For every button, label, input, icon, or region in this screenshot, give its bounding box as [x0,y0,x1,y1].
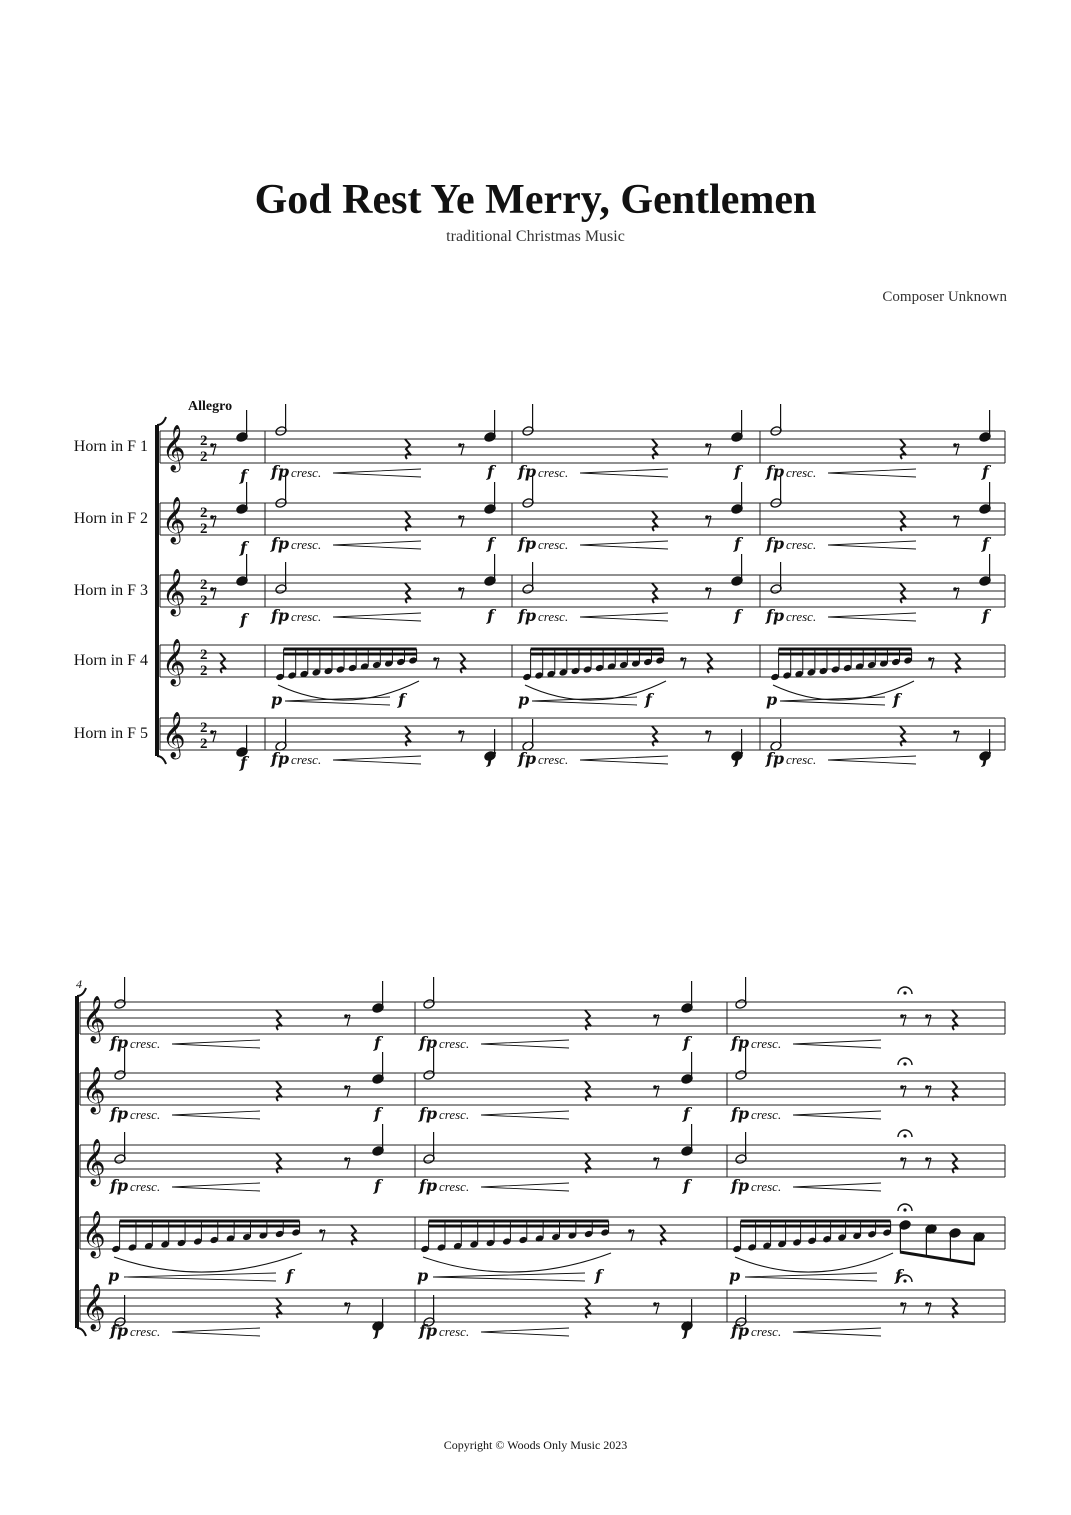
slur [735,1253,893,1272]
dynamic-marking: fp [419,1321,438,1340]
crescendo-hairpin [532,697,637,705]
sixteenth-run [420,1221,610,1253]
dynamic-marking: f [683,1033,690,1052]
dynamic-marking: f [683,1176,690,1195]
dynamic-marking: f [487,606,494,625]
dynamic-marking: p [271,690,283,709]
instrument-label: Horn in F 2 [73,510,148,527]
crescendo-text: cresc. [130,1179,161,1194]
instrument-label: Horn in F 1 [73,438,148,455]
crescendo-hairpin [745,1273,877,1281]
time-signature-top: 2 [200,647,208,663]
dynamic-marking: f [487,749,494,768]
crescendo-text: cresc. [786,609,817,624]
crescendo-hairpin [828,541,916,549]
staff [160,718,1005,750]
crescendo-hairpin [793,1040,881,1048]
dynamic-marking: fp [518,749,537,768]
sixteenth-run [275,649,418,681]
score-title: God Rest Ye Merry, Gentlemen [254,177,817,223]
treble-clef-icon: 𝄞 [82,1211,106,1257]
treble-clef-icon: 𝄞 [162,497,186,543]
crescendo-text: cresc. [786,752,817,767]
crescendo-text: cresc. [751,1324,782,1339]
dynamic-marking: fp [766,534,785,553]
quarter-rest [900,439,906,459]
crescendo-text: cresc. [538,609,569,624]
time-signature-bottom: 2 [200,521,208,537]
dynamic-marking: f [982,606,989,625]
crescendo-hairpin [828,469,916,477]
treble-clef-icon: 𝄞 [82,1139,106,1185]
time-signature-bottom: 2 [200,736,208,752]
crescendo-text: cresc. [130,1036,161,1051]
dynamic-marking: f [893,690,900,709]
dynamic-marking: f [487,462,494,481]
dynamic-marking: f [240,753,247,772]
dynamic-marking: f [374,1321,381,1340]
treble-clef-icon: 𝄞 [82,1067,106,1113]
score-subtitle: traditional Christmas Music [446,228,625,245]
crescendo-text: cresc. [538,465,569,480]
crescendo-hairpin [433,1273,585,1281]
quarter-rest [405,511,411,531]
dynamic-marking: p [729,1266,741,1285]
dynamic-marking: f [734,534,741,553]
slur [114,1253,302,1272]
treble-clef-icon: 𝄞 [162,569,186,615]
quarter-rest [952,1298,958,1318]
dynamic-marking: f [734,462,741,481]
dynamic-marking: fp [731,1104,750,1123]
quarter-rest [900,583,906,603]
crescendo-hairpin [793,1183,881,1191]
crescendo-text: cresc. [439,1107,470,1122]
staff [80,1073,1005,1105]
treble-clef-icon: 𝄞 [82,1284,106,1330]
dynamic-marking: f [240,610,247,629]
staff [80,1290,1005,1322]
sixteenth-run [732,1221,892,1253]
time-signature-bottom: 2 [200,593,208,609]
dynamic-marking: fp [731,1033,750,1052]
quarter-rest [660,1225,666,1245]
quarter-rest [652,726,658,746]
quarter-rest [405,726,411,746]
quarter-rest [276,1298,282,1318]
crescendo-text: cresc. [291,609,322,624]
dynamic-marking: p [417,1266,429,1285]
time-signature-bottom: 2 [200,449,208,465]
dynamic-marking: f [982,534,989,553]
dynamic-marking: f [595,1266,602,1285]
crescendo-hairpin [333,756,421,764]
dynamic-marking: f [398,690,405,709]
crescendo-text: cresc. [130,1324,161,1339]
fermata-dot [903,1134,906,1137]
fermata-dot [903,1062,906,1065]
crescendo-hairpin [481,1111,569,1119]
dynamic-marking: f [982,749,989,768]
crescendo-text: cresc. [439,1179,470,1194]
dynamic-marking: fp [518,462,537,481]
quarter-rest [900,511,906,531]
crescendo-hairpin [172,1183,260,1191]
dynamic-marking: fp [419,1104,438,1123]
crescendo-text: cresc. [751,1179,782,1194]
quarter-rest [351,1225,357,1245]
dynamic-marking: fp [419,1033,438,1052]
quarter-rest [276,1153,282,1173]
beam [900,1252,975,1264]
dynamic-marking: f [683,1321,690,1340]
fermata-dot [903,1208,906,1211]
dynamic-marking: f [374,1033,381,1052]
treble-clef-icon: 𝄞 [162,425,186,471]
dynamic-marking: f [734,749,741,768]
dynamic-marking: fp [731,1321,750,1340]
sixteenth-run [111,1221,301,1253]
crescendo-text: cresc. [751,1036,782,1051]
quarter-rest [220,653,226,673]
quarter-rest [276,1081,282,1101]
slur [423,1253,611,1272]
dynamic-marking: fp [110,1104,129,1123]
dynamic-marking: p [766,690,778,709]
crescendo-hairpin [828,613,916,621]
crescendo-hairpin [580,613,668,621]
crescendo-text: cresc. [291,465,322,480]
dynamic-marking: f [734,606,741,625]
crescendo-text: cresc. [291,537,322,552]
quarter-rest [955,653,961,673]
crescendo-hairpin [580,756,668,764]
quarter-rest [952,1010,958,1030]
crescendo-text: cresc. [751,1107,782,1122]
dynamic-marking: f [240,538,247,557]
crescendo-hairpin [481,1328,569,1336]
crescendo-hairpin [481,1183,569,1191]
crescendo-text: cresc. [291,752,322,767]
time-signature-top: 2 [200,433,208,449]
dynamic-marking: fp [766,606,785,625]
crescendo-hairpin [780,697,885,705]
dynamic-marking: f [374,1176,381,1195]
instrument-label: Horn in F 4 [73,652,148,669]
quarter-rest [652,439,658,459]
crescendo-text: cresc. [538,752,569,767]
crescendo-text: cresc. [439,1036,470,1051]
treble-clef-icon: 𝄞 [162,639,186,685]
crescendo-hairpin [172,1040,260,1048]
crescendo-hairpin [828,756,916,764]
crescendo-hairpin [333,541,421,549]
dynamic-marking: fp [271,462,290,481]
dynamic-marking: f [240,466,247,485]
dynamic-marking: fp [110,1321,129,1340]
sixteenth-run [770,649,913,681]
dynamic-marking: fp [518,606,537,625]
dynamic-marking: fp [271,606,290,625]
copyright-notice: Copyright © Woods Only Music 2023 [443,1438,628,1452]
crescendo-hairpin [481,1040,569,1048]
dynamic-marking: f [645,690,652,709]
dynamic-marking: fp [271,749,290,768]
time-signature-top: 2 [200,720,208,736]
time-signature-top: 2 [200,505,208,521]
dynamic-marking: p [518,690,530,709]
quarter-rest [652,583,658,603]
instrument-label: Horn in F 5 [73,725,148,742]
quarter-rest [585,1153,591,1173]
quarter-rest [900,726,906,746]
quarter-rest [952,1153,958,1173]
dynamic-marking: fp [766,462,785,481]
crescendo-hairpin [333,469,421,477]
crescendo-hairpin [580,541,668,549]
composer-credit: Composer Unknown [882,289,1007,305]
quarter-rest [460,653,466,673]
quarter-rest [585,1010,591,1030]
fermata-dot [903,1279,906,1282]
dynamic-marking: f [982,462,989,481]
tempo-marking: Allegro [188,399,233,414]
dynamic-marking: f [286,1266,293,1285]
staff [160,575,1005,607]
system-bracket [157,417,166,425]
crescendo-hairpin [793,1328,881,1336]
dynamic-marking: f [374,1104,381,1123]
staff [160,503,1005,535]
quarter-rest [405,583,411,603]
quarter-rest [652,511,658,531]
crescendo-hairpin [124,1273,276,1281]
dynamic-marking: fp [731,1176,750,1195]
time-signature-top: 2 [200,577,208,593]
dynamic-marking: fp [110,1176,129,1195]
quarter-rest [276,1010,282,1030]
crescendo-text: cresc. [538,537,569,552]
dynamic-marking: fp [110,1033,129,1052]
crescendo-hairpin [793,1111,881,1119]
dynamic-marking: f [683,1104,690,1123]
dynamic-marking: fp [518,534,537,553]
crescendo-hairpin [333,613,421,621]
crescendo-text: cresc. [130,1107,161,1122]
instrument-label: Horn in F 3 [73,582,148,599]
quarter-rest [585,1081,591,1101]
measure-number: 4 [76,977,82,991]
dynamic-marking: fp [766,749,785,768]
time-signature-bottom: 2 [200,663,208,679]
staff [160,431,1005,463]
staff [80,1145,1005,1177]
crescendo-hairpin [172,1328,260,1336]
quarter-rest [585,1298,591,1318]
crescendo-hairpin [285,697,390,705]
dynamic-marking: fp [271,534,290,553]
dynamic-marking: p [108,1266,120,1285]
dynamic-marking: f [487,534,494,553]
dynamic-marking: f [895,1266,902,1285]
quarter-rest [707,653,713,673]
crescendo-text: cresc. [786,465,817,480]
crescendo-text: cresc. [439,1324,470,1339]
crescendo-text: cresc. [786,537,817,552]
sixteenth-run [522,649,665,681]
treble-clef-icon: 𝄞 [82,996,106,1042]
crescendo-hairpin [580,469,668,477]
treble-clef-icon: 𝄞 [162,712,186,758]
dynamic-marking: fp [419,1176,438,1195]
staff [80,1002,1005,1034]
quarter-rest [405,439,411,459]
fermata-dot [903,991,906,994]
crescendo-hairpin [172,1111,260,1119]
quarter-rest [952,1081,958,1101]
